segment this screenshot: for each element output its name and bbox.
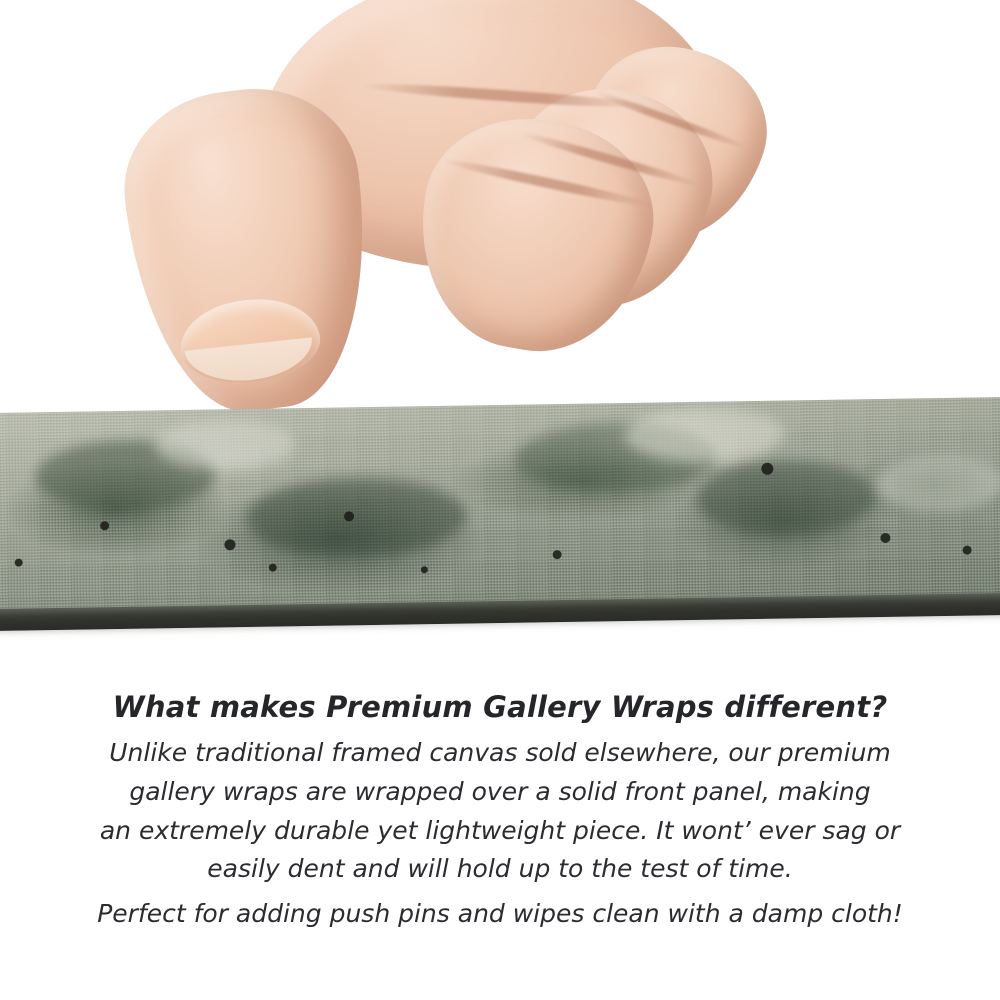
caption-line: Unlike traditional framed canvas sold elsewhere, our premium <box>109 738 891 767</box>
canvas-speck <box>421 566 428 573</box>
caption-line: an extremely durable yet lightweight piece. It wont’ ever sag or <box>99 815 901 845</box>
caption-line: gallery wraps are wrapped over a solid front panel, making <box>129 776 871 806</box>
hand-illustration <box>120 0 760 440</box>
canvas-speck <box>963 546 972 555</box>
canvas-wrap-edge <box>0 397 1000 631</box>
paint-highlight <box>875 452 1000 514</box>
canvas-speck <box>880 533 890 543</box>
caption-heading: What makes Premium Gallery Wraps different? <box>112 690 888 724</box>
caption-block <box>0 690 1000 934</box>
canvas-speck <box>100 521 109 530</box>
caption-line: easily dent and will hold up to the test of time. <box>207 854 793 884</box>
caption-closing-line: Perfect for adding push pins and wipes clean with a damp cloth! <box>97 899 903 928</box>
canvas-speck <box>553 550 562 559</box>
caption-body <box>0 734 1000 934</box>
canvas-speck <box>344 511 354 521</box>
